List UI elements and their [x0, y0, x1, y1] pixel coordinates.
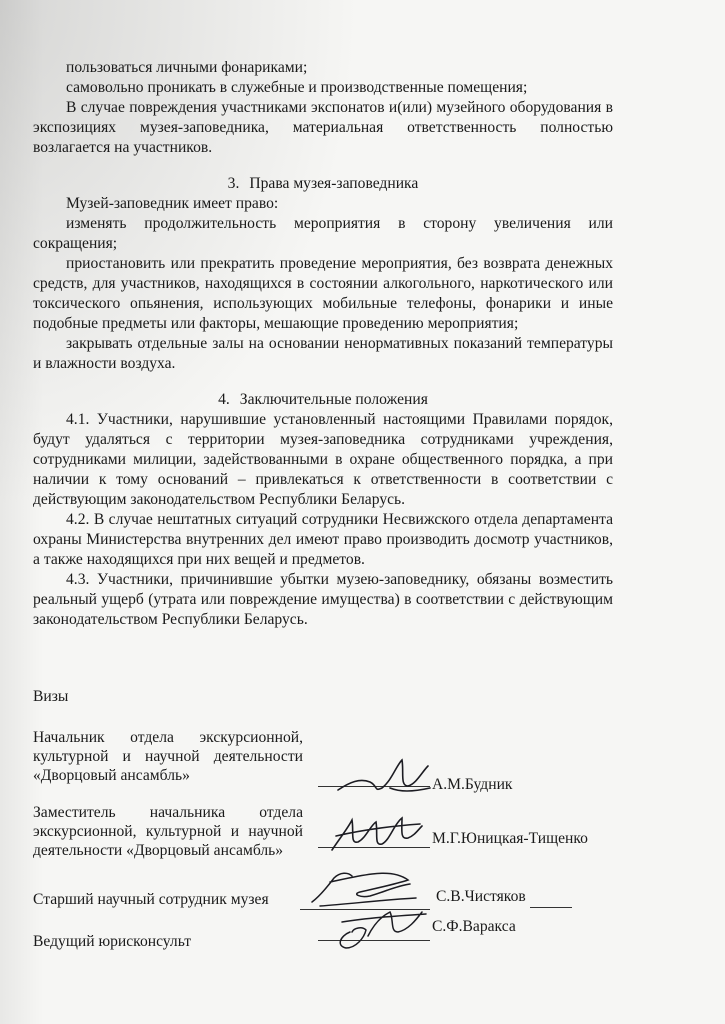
section-4-2: 4.2. В случае нештатных ситуаций сотрудники Несвижского отдела департамента охраны Министерства внутренних дел имеют право производить досмотр участников, а также находящихся при них вещей и предметов.: [33, 511, 613, 568]
visa-1-role: [33, 728, 303, 785]
visa-4-name: С.Ф.Варакса: [432, 918, 516, 935]
visa-3-role: [33, 890, 313, 909]
visa-3-name-underline: [530, 907, 572, 908]
visa-2-signature: [322, 808, 432, 858]
paragraph-flashlights: пользоваться личными фонариками;: [66, 59, 308, 76]
section-4-3: 4.3. Участники, причинившие убытки музею-заповеднику, обязаны возместить реальный ущерб (утрата или повреждение имущества) в соответствии с действующим законодательством Республики Беларусь.: [33, 571, 613, 628]
document-body: [33, 58, 613, 630]
section-3-intro: Музей-заповедник имеет право:: [66, 195, 279, 212]
section-3-item-a: изменять продолжительность мероприятия в сторону увеличения или сокращения;: [33, 215, 613, 252]
section-4-title: Заключительные положения: [239, 391, 428, 408]
paragraph-liability: В случае повреждения участниками экспонатов и(или) музейного оборудования в экспозициях музея-заповедника, материальная ответственность полностью возлагается на участников.: [33, 99, 613, 156]
visa-3-name: С.В.Чистяков: [436, 888, 526, 905]
visa-2-role-line-3: деятельности «Дворцовый ансамбль»: [33, 842, 284, 859]
section-4-heading: [33, 390, 613, 410]
section-3-number: 3.: [227, 175, 240, 192]
visa-1-signature: [330, 752, 440, 800]
visa-4-role-line: Ведущий юрисконсульт: [33, 933, 192, 950]
paragraph-premises: самовольно проникать в служебные и производственные помещения;: [66, 79, 528, 96]
section-3-title: Права музея-заповедника: [249, 175, 419, 192]
visa-1-role-line-2: культурной и научной деятельности: [33, 748, 303, 765]
visa-4-role: [33, 932, 313, 951]
section-3-item-b: приостановить или прекратить проведение мероприятия, без возврата денежных средств, для участников, находящихся в состоянии алкогольного, наркотического или токсического опьянения, использующих мобильные телефоны, фонарики и иные подобные предметы или факторы, мешающие проведению мероприятия;: [33, 255, 613, 332]
section-4-number: 4.: [218, 391, 230, 408]
section-3-item-c: закрывать отдельные залы на основании ненормативных показаний температуры и влажности воздуха.: [33, 335, 613, 372]
section-3-heading: [33, 174, 613, 194]
section-4-1: 4.1. Участники, нарушившие установленный настоящими Правилами порядок, будут удаляться с территории музея-заповедника сотрудниками учреждения, сотрудниками милиции, задействованными в охране общественного порядка, а при наличии к тому оснований – привлекаться к ответственности в соответствии с действующим законодательством Республики Беларусь.: [33, 411, 613, 508]
visa-2-role-line-1: Заместитель начальника отдела: [33, 804, 303, 821]
visa-4-signature: [322, 902, 432, 954]
visa-1-role-line-1: Начальник отдела экскурсионной,: [33, 729, 303, 746]
visas-title: Визы: [33, 688, 69, 705]
visa-3-role-line: Старший научный сотрудник музея: [33, 891, 269, 908]
visa-2-name: М.Г.Юницкая-Тищенко: [432, 830, 588, 847]
visa-2-role: [33, 803, 303, 860]
visa-1-role-line-3: «Дворцовый ансамбль»: [33, 767, 190, 784]
visa-2-role-line-2: экскурсионной, культурной и научной: [33, 823, 303, 840]
visa-1-name: А.М.Будник: [432, 776, 513, 793]
